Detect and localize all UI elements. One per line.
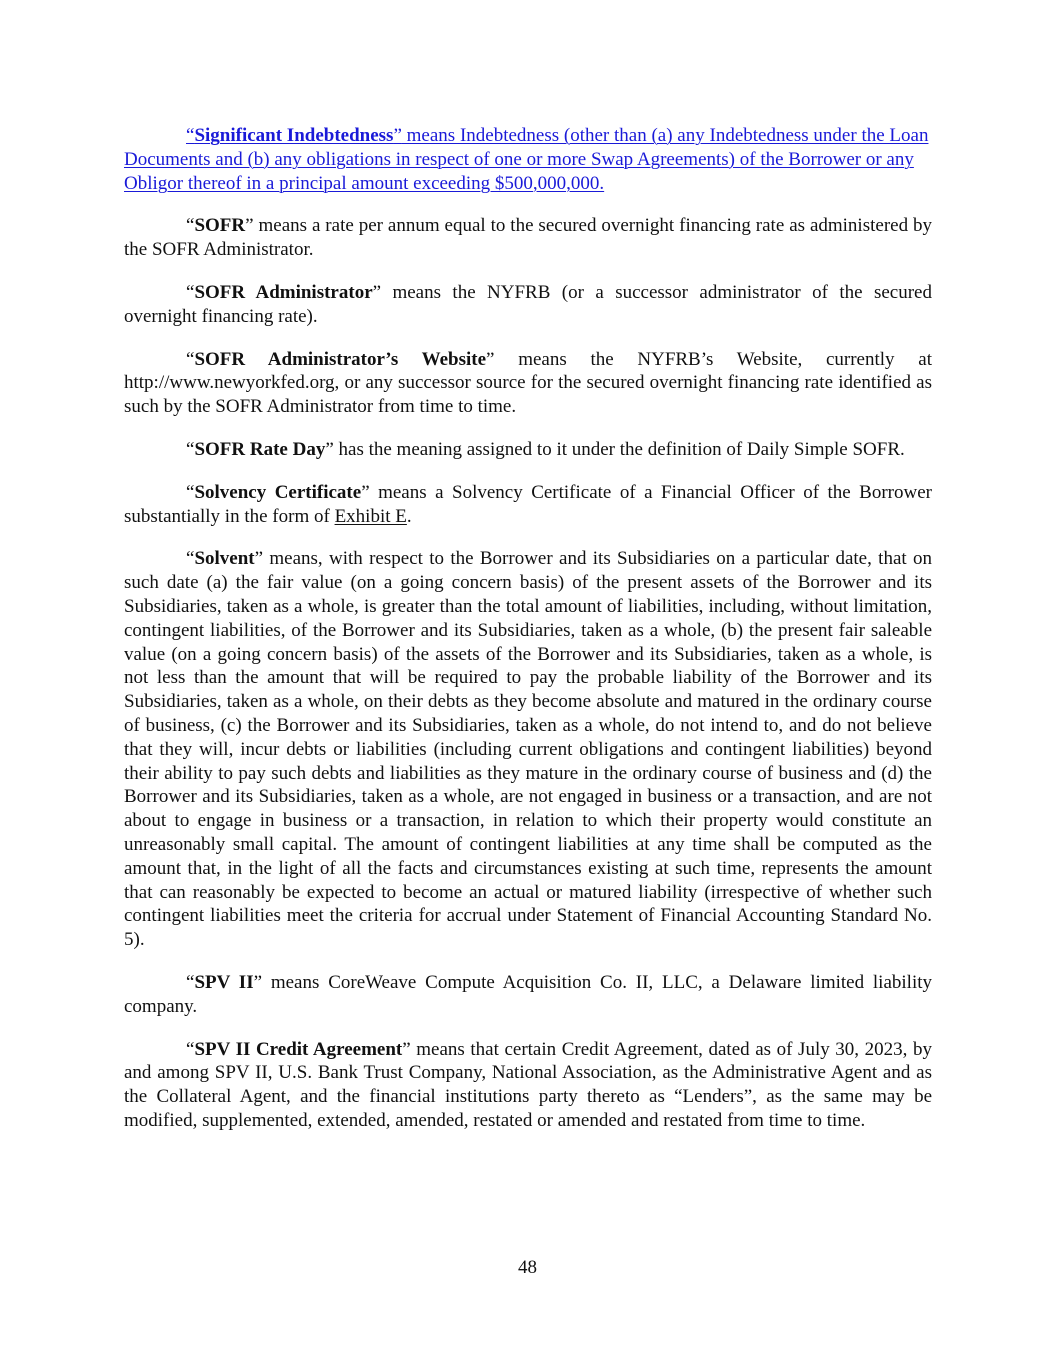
close-quote: ”: [372, 281, 382, 303]
open-quote: “: [186, 215, 195, 237]
open-quote: “: [186, 481, 195, 503]
close-quote: ”: [254, 548, 264, 570]
definition-body: means the NYFRB’s Website, currently at http://www.newyorkfed.org, or any successor source for the secured overnight financing rate identified as such by the SOFR Administrator from time to time.: [124, 348, 932, 418]
definition-solvency-certificate: [124, 481, 932, 529]
open-quote: “: [186, 281, 195, 303]
defined-term: Solvent: [194, 548, 255, 570]
exhibit-e-reference: Exhibit E: [334, 505, 407, 527]
defined-term: SOFR: [194, 215, 246, 237]
definition-sofr-administrators-website: [124, 348, 932, 419]
close-quote: ”: [325, 438, 334, 460]
definition-body: means a Solvency Certificate of a Financial Officer of the Borrower substantially in the form of: [124, 481, 932, 527]
defined-term: SPV II: [194, 971, 254, 993]
definition-spv-ii-credit-agreement: [124, 1038, 932, 1133]
open-quote: “: [186, 1038, 195, 1060]
defined-term: Solvency Certificate: [194, 481, 362, 503]
definition-sofr-rate-day: [124, 438, 932, 462]
close-quote: ”: [253, 971, 263, 993]
close-quote: ”: [393, 125, 402, 146]
definition-spv-ii: [124, 971, 932, 1019]
definition-sofr-administrator: [124, 281, 932, 329]
definition-body: means the NYFRB (or a successor administrator of the secured overnight financing rate).: [124, 281, 932, 327]
open-quote: “: [186, 971, 195, 993]
open-quote: “: [186, 348, 195, 370]
open-quote: “: [186, 125, 195, 146]
close-quote: ”: [245, 215, 254, 237]
definition-body: means Indebtedness (other than (a) any Indebtedness under the Loan Documents and (b) any obligations in respect of one or more Swap Agreements) of the Borrower or any Obligor thereof in a principal amount exceeding $500,000,000.: [124, 125, 929, 194]
close-quote: ”: [402, 1038, 411, 1060]
defined-term: SPV II Credit Agreement: [194, 1038, 403, 1060]
defined-term: SOFR Administrator’s Website: [194, 348, 487, 370]
defined-term: Significant Indebtedness: [194, 125, 394, 146]
open-quote: “: [186, 438, 195, 460]
defined-term: SOFR Administrator: [194, 281, 373, 303]
open-quote: “: [186, 548, 195, 570]
definition-significant-indebtedness: [124, 124, 932, 195]
definition-body: means that certain Credit Agreement, dated as of July 30, 2023, by and among SPV II, U.S. Bank Trust Company, National Association, as the Administrative Agent and as the Collateral Agent, and the financial institutions party thereto as “Lenders”, as the same may be modified, supplemented, extended, amended, restated or amended and restated from time to time.: [124, 1038, 932, 1131]
page-number: 48: [518, 1257, 537, 1278]
document-page: [124, 124, 932, 1152]
definition-tail: .: [406, 505, 412, 527]
definition-sofr: [124, 214, 932, 262]
definition-body: has the meaning assigned to it under the definition of Daily Simple SOFR.: [333, 438, 905, 460]
definition-body: means, with respect to the Borrower and its Subsidiaries on a particular date, that on such date (a) the fair value (on a going concern basis) of the present assets of the Borrower and its Subsidiaries, taken as a whole, is greater than the total amount of liabilities, including, without limitation, contingent liabilities, of the Borrower and its Subsidiaries, taken as a whole, (b) the present fair saleable value (on a going concern basis) of the assets of the Borrower and its Subsidiaries, taken as a whole, is not less than the amount that will be required to pay the probable liability of the Borrower and its Subsidiaries, taken as a whole, on their debts as they become absolute and matured in the ordinary course of business, (c) the Borrower and its Subsidiaries, taken as a whole, do not intend to, and do not believe that they will, incur debts or liabilities (including current obligations and contingent liabilities) beyond their ability to pay such debts and liabilities as they mature in the ordinary course of business and (d) the Borrower and its Subsidiaries, taken as a whole, are not engaged in business or a transaction, and are not about to engage in business or a transaction, in relation to which their property would constitute an unreasonably small capital. The amount of contingent liabilities at any time shall be computed as the amount that, in the light of all the facts and circumstances existing at such time, represents the amount that can reasonably be expected to become an actual or matured liability (irrespective of whether such contingent liabilities meet the criteria for accrual under Statement of Financial Accounting Standard No. 5).: [124, 548, 932, 951]
close-quote: ”: [361, 481, 370, 503]
definition-body: means a rate per annum equal to the secured overnight financing rate as administered by the SOFR Administrator.: [124, 215, 932, 261]
definition-solvent: [124, 547, 932, 952]
defined-term: SOFR Rate Day: [194, 438, 326, 460]
definition-body: means CoreWeave Compute Acquisition Co. II, LLC, a Delaware limited liability company.: [124, 971, 932, 1017]
close-quote: ”: [486, 348, 495, 370]
